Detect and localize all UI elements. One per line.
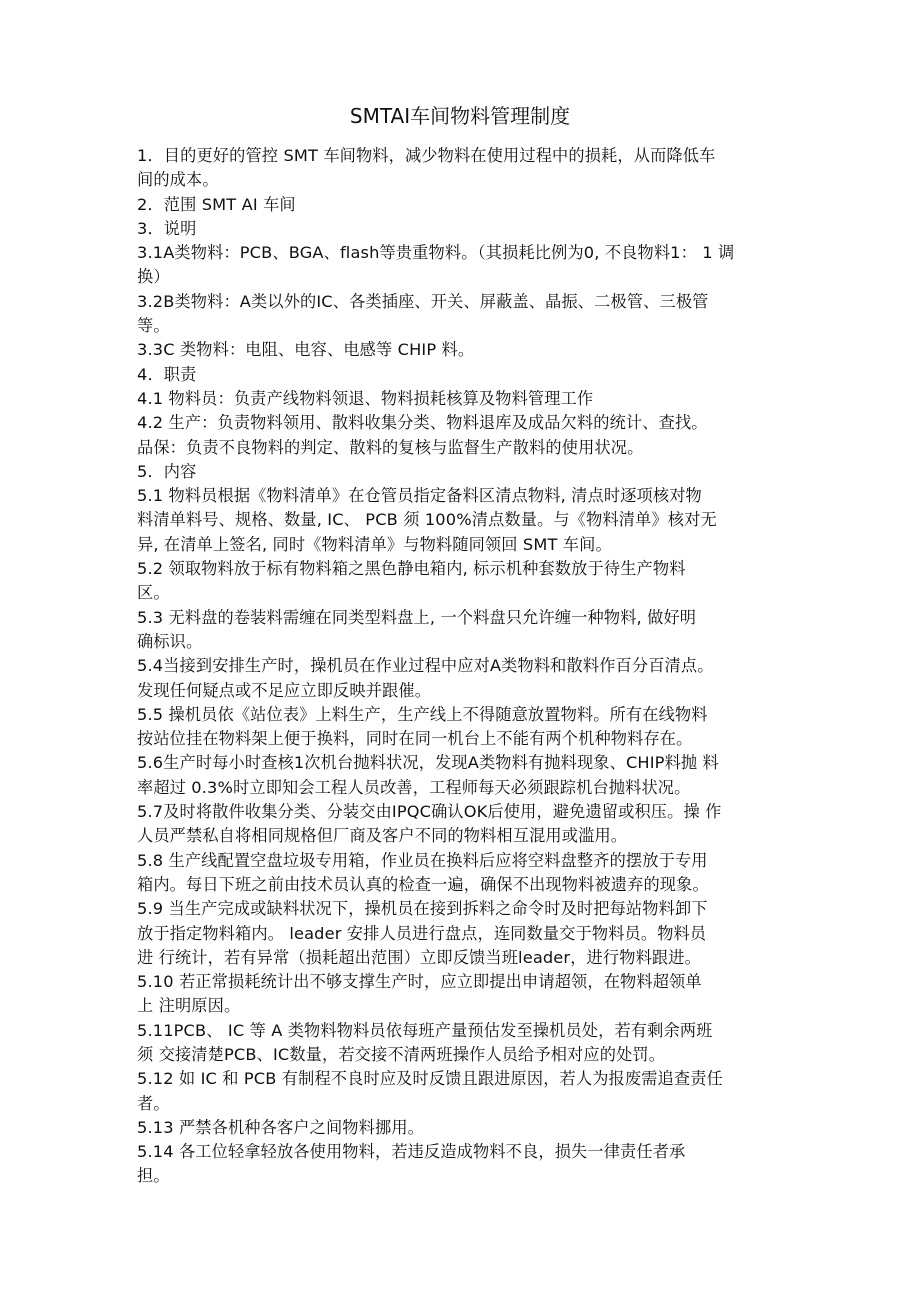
text-line: 箱内。每日下班之前由技术员认真的检查一遍，确保不出现物料被遗弃的现象。 bbox=[137, 874, 709, 894]
text-line: 5.14 各工位轻拿轻放各使用物料，若违反造成物料不良，损失一律责任者承 bbox=[137, 1142, 686, 1162]
text-line: 上 注明原因。 bbox=[137, 996, 241, 1016]
text-line: 进 行统计，若有异常（损耗超出范围）立即反馈当班leader，进行物料跟进。 bbox=[137, 947, 701, 967]
text-line: 发现任何疑点或不足应立即反映并跟催。 bbox=[137, 680, 432, 700]
text-line: 1．目的更好的管控 SMT 车间物料，减少物料在使用过程中的损耗，从而降低车 bbox=[137, 146, 716, 165]
text-line: 品保：负责不良物料的判定、散料的复核与监督生产散料的使用状况。 bbox=[137, 437, 644, 457]
text-line: 5.6生产时每小时查核1次机台抛料状况，发现A类物料有抛料现象、CHIP料抛 料 bbox=[137, 753, 719, 773]
text-line: 4.1 物料员：负责产线物料领退、物料损耗核算及物料管理工作 bbox=[137, 388, 594, 408]
text-line: 者。 bbox=[137, 1093, 170, 1113]
text-line: 5.10 若正常损耗统计出不够支撑生产时，应立即提出申请超领，在物料超领单 bbox=[137, 972, 702, 992]
text-line: 5.9 当生产完成或缺料状况下，操机员在接到拆料之命令时及时把每站物料卸下 bbox=[137, 899, 708, 919]
text-line: 3.1A类物料：PCB、BGA、flash等贵重物料。（其损耗比例为0, 不良物料1： 1 调 bbox=[137, 243, 735, 263]
text-line: 5.2 领取物料放于标有物料箱之黑色静电箱内, 标示机种套数放于待生产物料 bbox=[137, 559, 686, 579]
text-line: 3.2B类物料：A类以外的IC、各类插座、开关、屏蔽盖、晶振、二极管、三极管 bbox=[137, 291, 709, 311]
text-line: 率超过 0.3%时立即知会工程人员改善，工程师每天必须跟踪机台抛料状况。 bbox=[137, 777, 691, 797]
text-line: 5.8 生产线配置空盘垃圾专用箱，作业员在换料后应将空料盘整齐的摆放于专用 bbox=[137, 850, 708, 870]
text-line: 异, 在清单上签名, 同时《物料清单》与物料随同领回 SMT 车间。 bbox=[137, 534, 612, 554]
text-line: 须 交接清楚PCB、IC数量，若交接不清两班操作人员给予相对应的处罚。 bbox=[137, 1044, 666, 1064]
text-line: 等。 bbox=[137, 316, 170, 336]
text-line: 5.4当接到安排生产时，操机员在作业过程中应对A类物料和散料作百分百清点。 bbox=[137, 656, 714, 676]
text-line: 放于指定物料箱内。 leader 安排人员进行盘点，连同数量交于物料员。物料员 bbox=[137, 923, 707, 943]
text-line: 担。 bbox=[137, 1166, 170, 1186]
text-line: 3.3C 类物料：电阻、电容、电感等 CHIP 料。 bbox=[137, 340, 475, 360]
text-line: 4.2 生产：负责物料领用、散料收集分类、物料退库及成品欠料的统计、查找。 bbox=[137, 413, 708, 433]
text-line: 按站位挂在物料架上便于换料，同时在同一机台上不能有两个机种物料存在。 bbox=[137, 729, 693, 749]
text-line: 5．内容 bbox=[137, 461, 197, 481]
text-line: 5.11PCB、 IC 等 A 类物料物料员依每班产量预估发至操机员处，若有剩余两班 bbox=[137, 1020, 713, 1040]
text-line: 5.13 严禁各机种各客户之间物料挪用。 bbox=[137, 1117, 424, 1137]
text-line: 5.7及时将散件收集分类、分装交由IPQC确认OK后使用，避免遗留或积压。操 作 bbox=[137, 802, 722, 822]
text-line: 间的成本。 bbox=[137, 170, 219, 190]
text-line: 5.5 操机员依《站位表》上料生产，生产线上不得随意放置物料。所有在线物料 bbox=[137, 704, 708, 724]
text-line: 5.1 物料员根据《物料清单》在仓管员指定备料区清点物料, 清点时逐项核对物 bbox=[137, 486, 702, 506]
text-line: 人员严禁私自将相同规格但厂商及客户不同的物料相互混用或滥用。 bbox=[137, 826, 628, 846]
text-line: 5.3 无料盘的卷装料需缠在同类型料盘上, 一个料盘只允许缠一种物料, 做好明 bbox=[137, 607, 697, 627]
text-line: 3．说明 bbox=[137, 218, 197, 238]
text-line: 确标识。 bbox=[137, 631, 203, 651]
text-line: 2．范围 SMT AI 车间 bbox=[137, 194, 296, 214]
text-line: 料清单料号、规格、数量, IC、 PCB 须 100%清点数量。与《物料清单》核对无 bbox=[137, 510, 717, 530]
text-line: 换） bbox=[137, 267, 170, 287]
text-line: 5.12 如 IC 和 PCB 有制程不良时应及时反馈且跟进原因，若人为报废需追查责任 bbox=[137, 1069, 723, 1089]
document-title: SMTAI车间物料管理制度 bbox=[349, 104, 571, 128]
text-line: 区。 bbox=[137, 583, 170, 603]
text-line: 4．职责 bbox=[137, 364, 197, 384]
document-body bbox=[137, 144, 797, 1189]
